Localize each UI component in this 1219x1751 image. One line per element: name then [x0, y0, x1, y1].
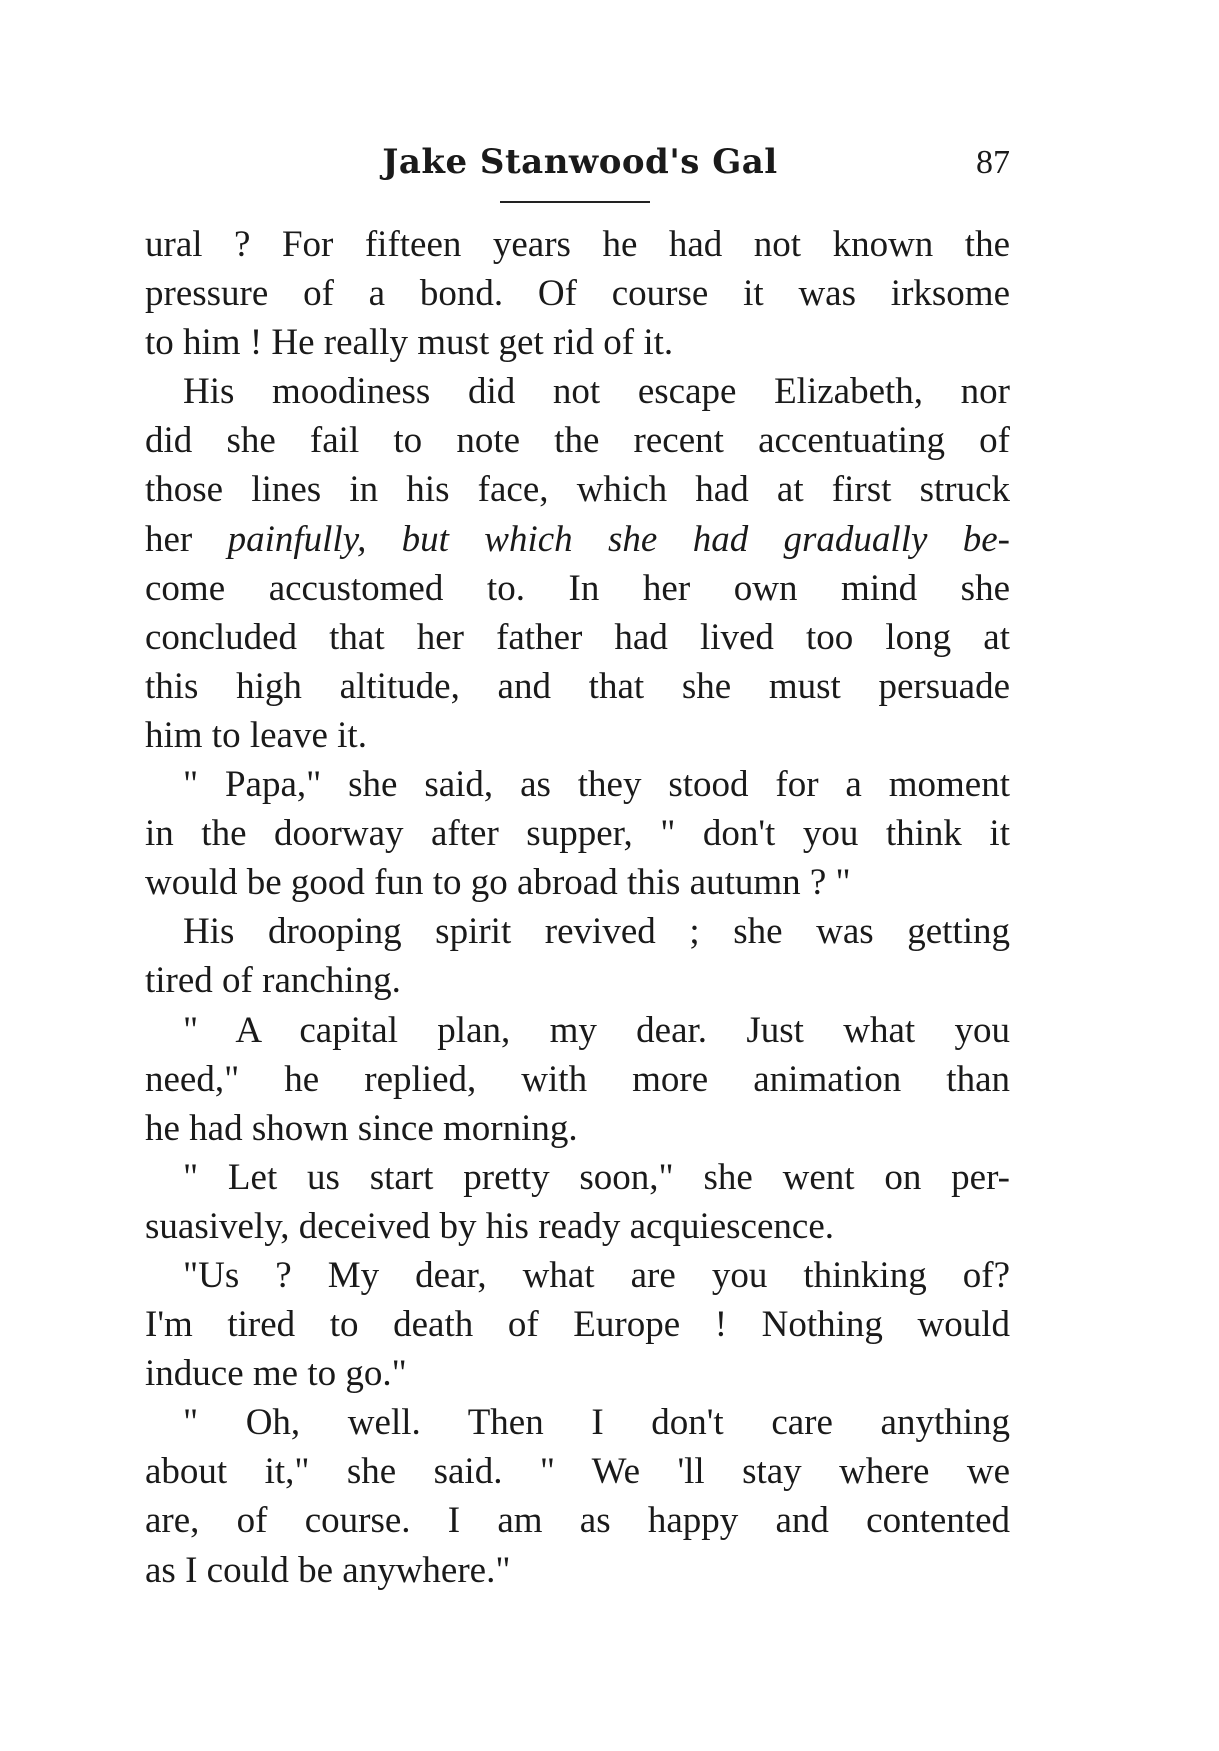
text-line: tired of ranching.: [145, 960, 401, 1002]
text-line: did she fail to note the recent accentuating of: [145, 420, 1010, 462]
text-line: this high altitude, and that she must persuade: [145, 665, 1010, 707]
text-line: ural ? For fifteen years he had not known the: [145, 224, 1010, 265]
text-line: in the doorway after supper, " don't you think it: [145, 813, 1010, 855]
text-line: those lines in his face, which had at first struck: [145, 469, 1010, 511]
text-line: His drooping spirit revived ; she was getting: [183, 911, 1010, 953]
text-line: " Papa," she said, as they stood for a moment: [183, 764, 1010, 806]
text-line: to him ! He really must get rid of it.: [145, 322, 674, 364]
text-line: I'm tired to death of Europe ! Nothing would: [145, 1304, 1010, 1346]
text-line: pressure of a bond. Of course it was irksome: [145, 273, 1010, 315]
text-line: "Us ? My dear, what are you thinking of?: [183, 1254, 1010, 1296]
text-line: are, of course. I am as happy and contented: [145, 1500, 1010, 1542]
text-line: concluded that her father had lived too long at: [145, 616, 1010, 658]
text-line: her painfully, but which she had gradually be-: [145, 518, 1010, 560]
running-head-title: Jake Stanwood's Gal: [382, 142, 778, 182]
text-line: His moodiness did not escape Elizabeth, nor: [183, 371, 1010, 413]
text-line: would be good fun to go abroad this autumn ? ": [145, 862, 851, 904]
text-line: " Oh, well. Then I don't care anything: [183, 1402, 1010, 1444]
text-line: induce me to go.": [145, 1353, 407, 1395]
text-line: " Let us start pretty soon," she went on per-: [183, 1156, 1010, 1198]
text-line: need," he replied, with more animation than: [145, 1058, 1010, 1100]
text-line: him to leave it.: [145, 714, 367, 756]
body-text: [145, 220, 1010, 1595]
text-line: " A capital plan, my dear. Just what you: [183, 1009, 1010, 1051]
text-line: suasively, deceived by his ready acquiescence.: [145, 1205, 834, 1247]
text-line: as I could be anywhere.": [145, 1549, 511, 1591]
running-head: [145, 138, 1010, 198]
head-rule: [500, 201, 650, 203]
text-line: he had shown since morning.: [145, 1107, 578, 1149]
text-line: come accustomed to. In her own mind she: [145, 567, 1010, 609]
page-number: 87: [976, 144, 1010, 181]
text-line: about it," she said. " We 'll stay where we: [145, 1451, 1010, 1493]
